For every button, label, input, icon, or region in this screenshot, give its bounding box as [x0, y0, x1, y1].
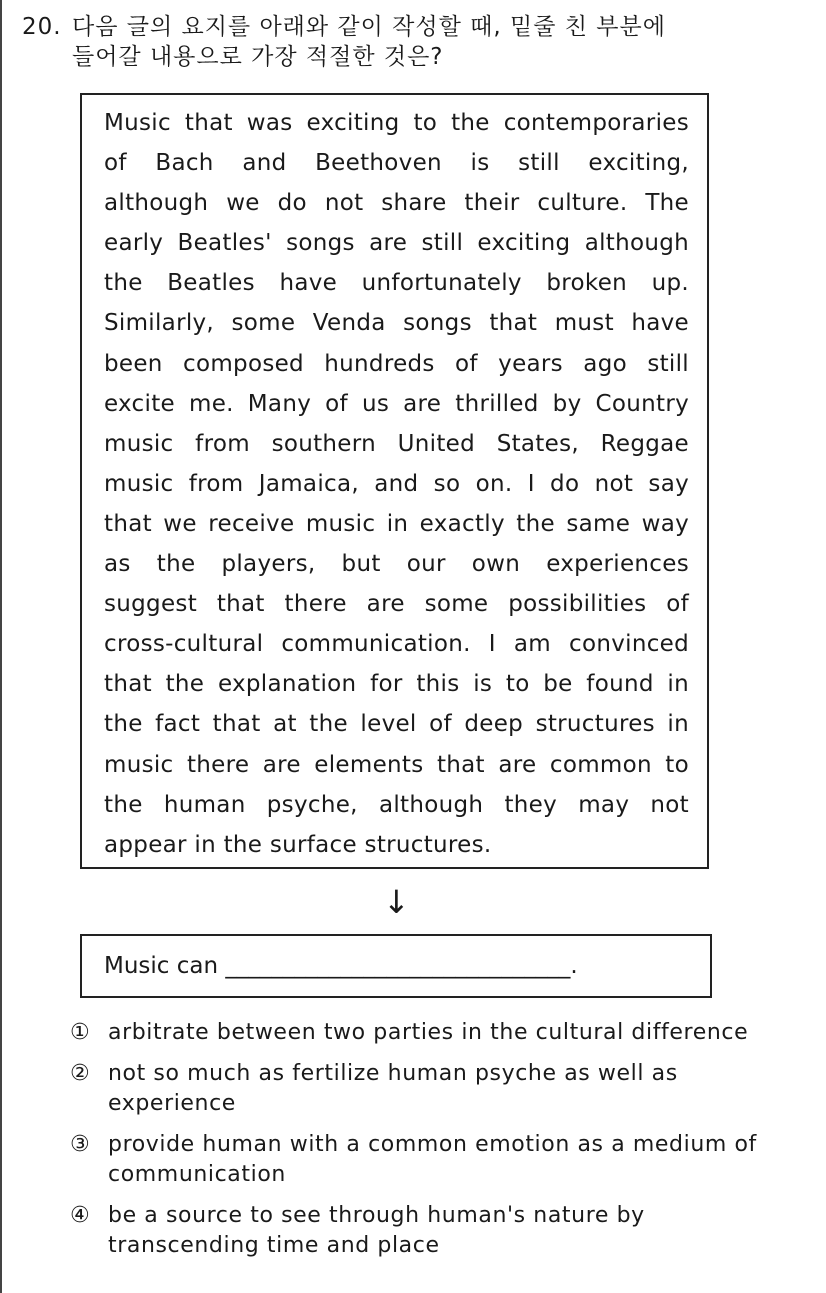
- passage-line: appear in the surface structures.: [104, 831, 492, 858]
- question-text-1: 다음 글의 요지를 아래와 같이 작성할 때, 밑줄 친 부분에: [72, 14, 666, 40]
- passage-box: [80, 93, 709, 869]
- option-3[interactable]: [70, 1130, 790, 1190]
- passage-line: the human psyche, although they may not: [104, 791, 689, 818]
- answer-options: [70, 1018, 790, 1272]
- passage-line: suggest that there are some possibilities of: [104, 591, 689, 618]
- passage-line: that we receive music in exactly the same way: [104, 510, 689, 537]
- question-text-2: 들어갈 내용으로 가장 적절한 것은?: [72, 44, 444, 70]
- passage-line: the Beatles have unfortunately broken up.: [104, 270, 689, 297]
- option-marker: ④: [70, 1203, 91, 1228]
- option-marker: ①: [70, 1020, 91, 1045]
- option-2[interactable]: [70, 1059, 790, 1119]
- question-number: 20.: [22, 14, 62, 40]
- passage-line: been composed hundreds of years ago still: [104, 350, 689, 377]
- question-line-1: [22, 12, 802, 42]
- down-arrow-icon: ↓: [383, 883, 410, 921]
- question-header: [22, 12, 802, 72]
- passage-line: as the players, but our own experiences: [104, 551, 689, 578]
- passage-line: although we do not share their culture. The: [104, 190, 689, 217]
- option-text: be a source to see through human's nature by transcending time and place: [108, 1203, 645, 1258]
- option-4[interactable]: [70, 1201, 790, 1261]
- option-marker: ③: [70, 1132, 91, 1157]
- passage-line: music there are elements that are common to: [104, 751, 689, 778]
- passage-line: cross-cultural communication. I am convinced: [104, 631, 689, 658]
- passage-line: that the explanation for this is to be found in: [104, 671, 689, 698]
- passage-line: music from southern United States, Reggae: [104, 430, 689, 457]
- option-marker: ②: [70, 1061, 91, 1086]
- passage-line: Music that was exciting to the contemporaries: [104, 110, 689, 136]
- left-border-rule: [0, 0, 2, 1293]
- passage-line: the fact that at the level of deep structures in: [104, 711, 689, 738]
- passage-line: early Beatles' songs are still exciting although: [104, 230, 689, 257]
- option-text: provide human with a common emotion as a medium of communication: [108, 1132, 757, 1187]
- option-text: arbitrate between two parties in the cultural difference: [108, 1020, 749, 1045]
- passage-line: music from Jamaica, and so on. I do not say: [104, 470, 689, 497]
- passage-text: [104, 103, 689, 865]
- passage-line: Similarly, some Venda songs that must have: [104, 310, 689, 337]
- option-1[interactable]: [70, 1018, 790, 1048]
- passage-line: of Bach and Beethoven is still exciting,: [104, 150, 689, 177]
- summary-text: Music can ______________________________.: [104, 953, 578, 979]
- summary-box: [80, 934, 712, 998]
- option-text: not so much as fertilize human psyche as well as experience: [108, 1061, 678, 1116]
- passage-line: excite me. Many of us are thrilled by Country: [104, 390, 689, 417]
